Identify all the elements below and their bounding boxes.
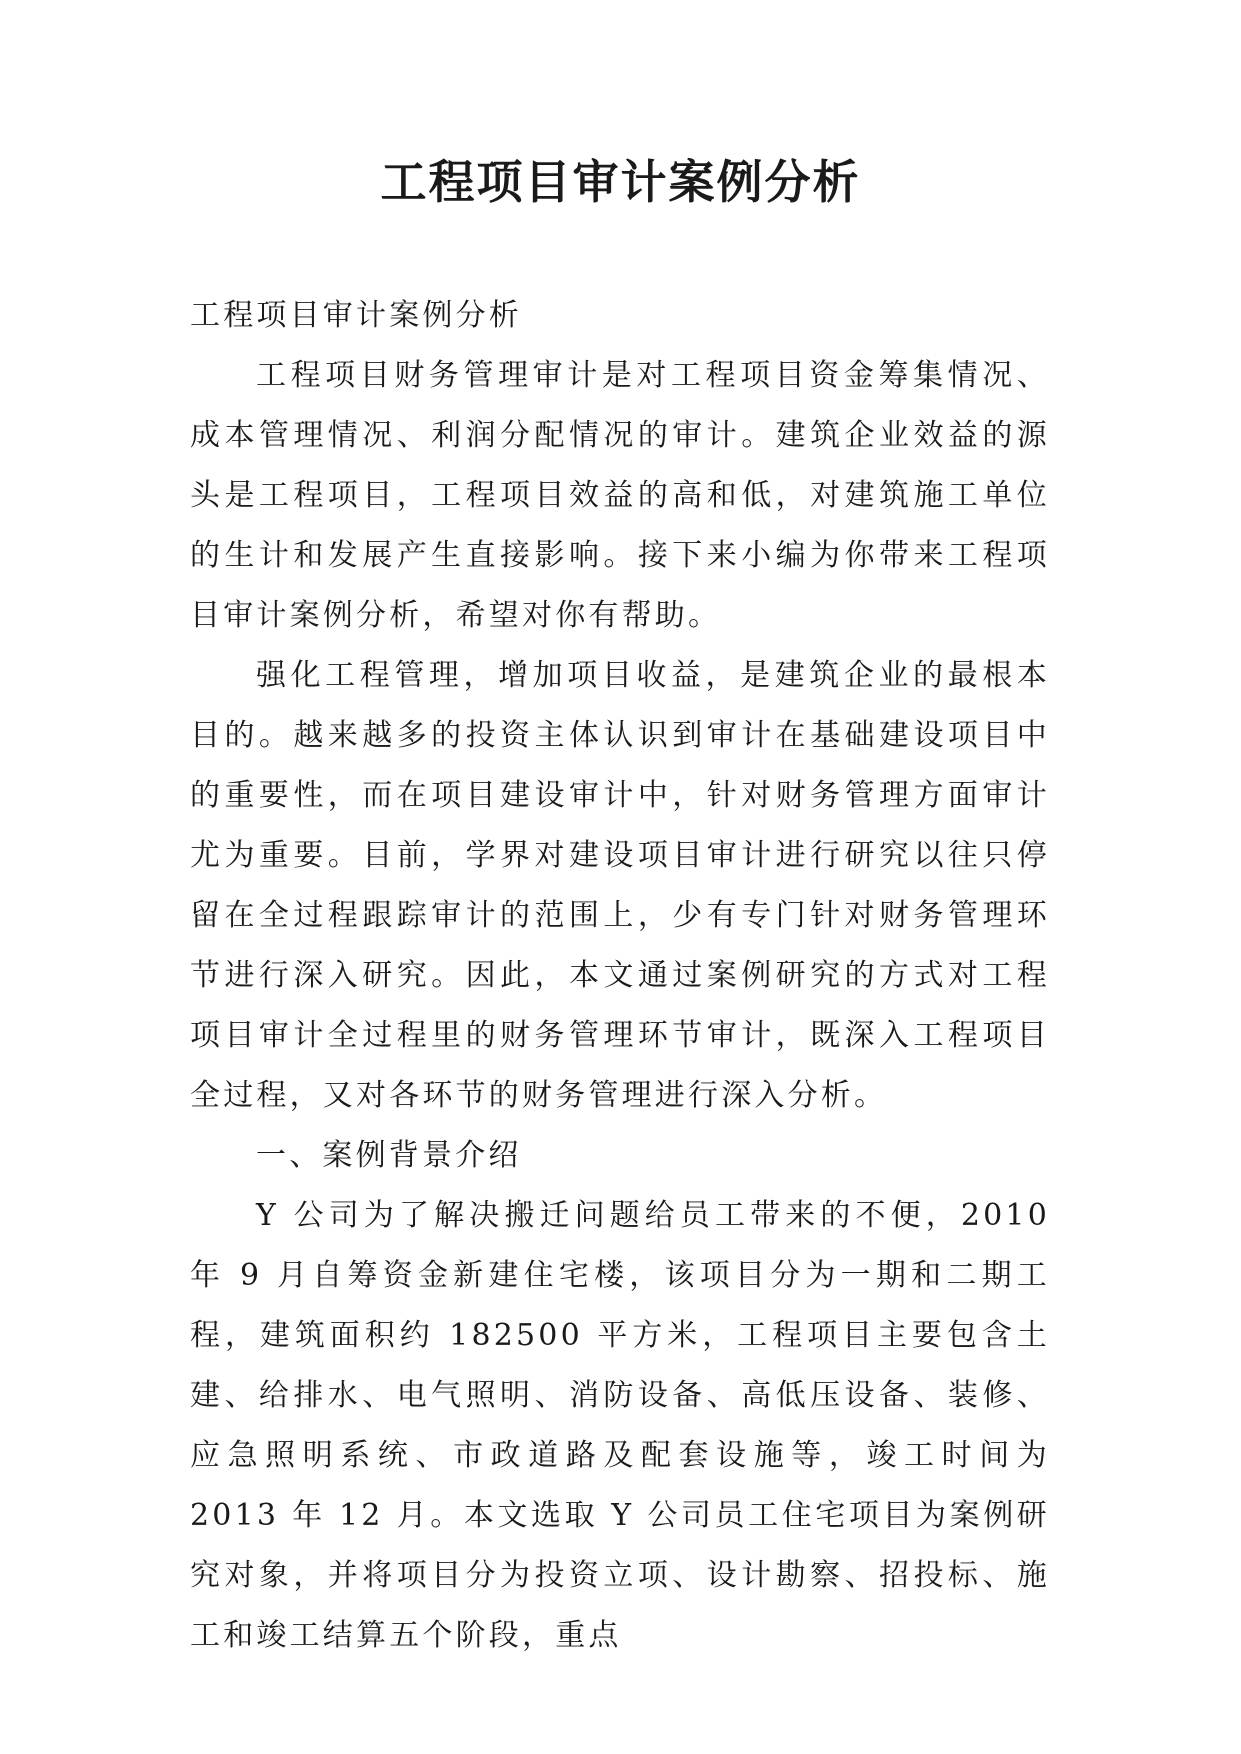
paragraph-management: 强化工程管理，增加项目收益，是建筑企业的最根本目的。越来越多的投资主体认识到审计在基础建设项目中的重要性，而在项目建设审计中，针对财务管理方面审计尤为重要。目前，学界对建设项目审计进行研究以往只停留在全过程跟踪审计的范围上，少有专门针对财务管理环节进行深入研究。因此，本文通过案例研究的方式对工程项目审计全过程里的财务管理环节审计，既深入工程项目全过程，又对各环节的财务管理进行深入分析。 xyxy=(190,658,1050,1113)
document-body xyxy=(190,286,1050,1666)
paragraph-intro: 工程项目财务管理审计是对工程项目资金筹集情况、成本管理情况、利润分配情况的审计。建筑企业效益的源头是工程项目，工程项目效益的高和低，对建筑施工单位的生计和发展产生直接影响。接下来小编为你带来工程项目审计案例分析，希望对你有帮助。 xyxy=(190,358,1050,633)
section-heading-case-background: 一、案例背景介绍 xyxy=(256,1138,522,1173)
body-heading: 工程项目审计案例分析 xyxy=(190,298,522,333)
paragraph-case-background: Y 公司为了解决搬迁问题给员工带来的不便，2010 年 9 月自筹资金新建住宅楼，该项目分为一期和二期工程，建筑面积约 182500 平方米，工程项目主要包含土建、给排水、电气照明、消防设备、高低压设备、装修、应急照明系统、市政道路及配套设施等，竣工时间为 2013 年 12 月。本文选取 Y 公司员工住宅项目为案例研究对象，并将项目分为投资立项、设计勘察、招投标、施工和竣工结算五个阶段，重点 xyxy=(190,1198,1050,1653)
document-title: 工程项目审计案例分析 xyxy=(380,155,861,209)
